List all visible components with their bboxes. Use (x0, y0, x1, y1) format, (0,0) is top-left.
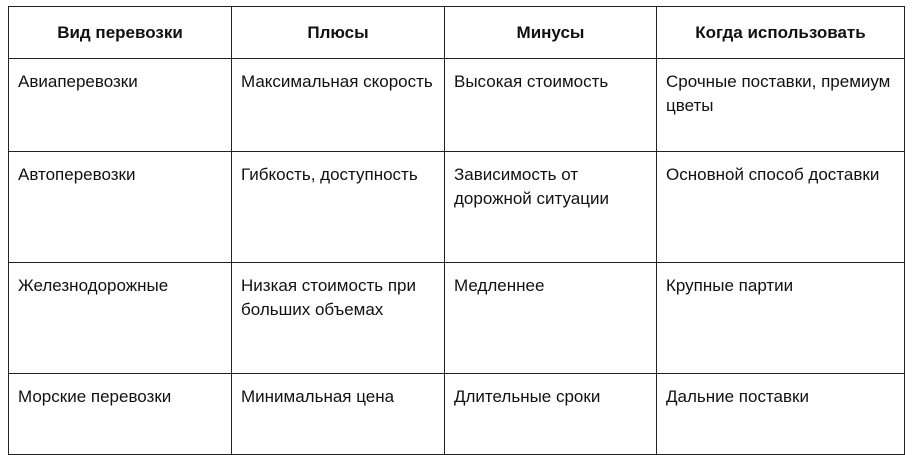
cell-text: Низкая стоимость при больших объемах (241, 276, 416, 319)
cell-text: Медленнее (454, 276, 545, 295)
table-cell (657, 374, 905, 455)
table-row (9, 59, 905, 152)
table-cell (445, 152, 657, 263)
table-cell (9, 374, 232, 455)
table-header-row (9, 7, 905, 59)
table-cell (232, 374, 445, 455)
table-row (9, 263, 905, 374)
cell-text: Автоперевозки (18, 165, 136, 184)
transport-comparison-table (8, 6, 905, 455)
table-cell (232, 59, 445, 152)
cell-text: Крупные партии (666, 276, 794, 295)
cell-text: Гибкость, доступность (241, 165, 418, 184)
table-cell (232, 263, 445, 374)
cell-text: Железнодорожные (18, 276, 169, 295)
header-cell-when-to-use: Когда использовать (657, 7, 905, 59)
cell-text: Авиаперевозки (18, 72, 138, 91)
table-row (9, 152, 905, 263)
table-cell (445, 59, 657, 152)
table-cell (9, 152, 232, 263)
cell-text: Минимальная цена (241, 387, 395, 406)
cell-text: Максимальная скорость (241, 72, 433, 91)
cell-text: Основной способ доставки (666, 165, 880, 184)
table-cell (9, 263, 232, 374)
header-cell-transport-type: Вид перевозки (9, 7, 232, 59)
table-cell (657, 59, 905, 152)
table-row (9, 374, 905, 455)
cell-text: Морские перевозки (18, 387, 172, 406)
table-cell (657, 152, 905, 263)
cell-text: Длительные сроки (454, 387, 601, 406)
cell-text: Зависимость от дорожной ситуации (454, 165, 609, 208)
comparison-table-container (8, 6, 905, 455)
table-cell (445, 374, 657, 455)
table-cell (9, 59, 232, 152)
header-cell-pros: Плюсы (232, 7, 445, 59)
header-cell-cons: Минусы (445, 7, 657, 59)
cell-text: Дальние поставки (666, 387, 809, 406)
table-cell (232, 152, 445, 263)
table-cell (445, 263, 657, 374)
table-cell (657, 263, 905, 374)
cell-text: Срочные поставки, премиум цветы (666, 72, 891, 115)
cell-text: Высокая стоимость (454, 72, 609, 91)
